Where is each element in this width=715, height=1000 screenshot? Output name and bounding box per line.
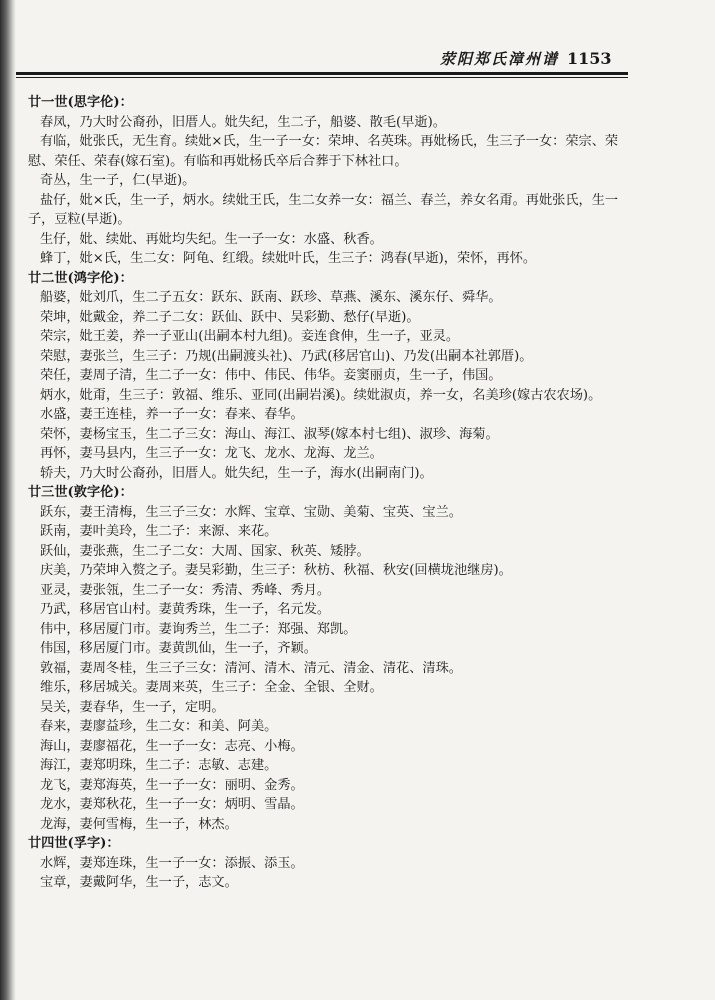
text-line: 跃仙，妻张燕，生二子二女：大周、国家、秋英、矮脖。 <box>40 543 370 559</box>
header-rule-thick <box>16 72 628 75</box>
book-title: 荥阳郑氏漳州谱 <box>440 50 560 68</box>
text-line: 船婆，妣刘爪，生二子五女：跃东、跃南、跃珍、草燕、溪东、溪东仔、舜华。 <box>40 290 502 305</box>
genealogy-text <box>28 93 648 893</box>
text-line: 海山，妻廖福花，生一子一女：志亮、小梅。 <box>40 738 304 754</box>
text-line: 奇丛，生一子，仁(早逝)。 <box>40 173 196 188</box>
text-line: 乃武，移居官山村。妻黄秀珠，生一子，名元发。 <box>40 602 331 617</box>
text-line: 伟中，移居厦门市。妻询秀兰，生二子：郑强、郑凯。 <box>40 621 357 637</box>
text-line: 春来，妻廖益珍，生二女：和美、阿美。 <box>40 719 278 734</box>
text-line: 子，豆粒(早逝)。 <box>28 212 131 227</box>
text-line: 慰、荣任、荣春(嫁石室)。有临和再妣杨氏卒后合葬于下林社口。 <box>28 153 408 169</box>
text-line: 庆美，乃荣坤入赘之子。妻吴彩勤，生三子：秋枋、秋福、秋安(回横垅池继房)。 <box>40 563 512 578</box>
text-line: 维乐，移居城关。妻周来英，生三子：全金、全银、全财。 <box>40 680 383 695</box>
text-line: 有临，妣张氏，无生育。续妣×氏，生一子一女：荣坤、名英珠。再妣杨氏，生三子一女：荣宗、荣 <box>40 134 619 149</box>
text-line: 荣任，妻周子清，生二子一女：伟中、伟民、伟华。妾窦丽贞，生一子，伟国。 <box>40 368 502 383</box>
text-line: 龙飞，妻郑海英，生一子一女：丽明、金秀。 <box>40 777 304 793</box>
text-line: 海江，妻郑明珠，生二子：志敏、志建。 <box>40 758 278 773</box>
text-line: 水盛，妻王连桂，养一子一女：春来、春华。 <box>40 407 304 422</box>
header-rule-thin <box>16 77 628 78</box>
text-line: 亚灵，妻张瓴，生二子一女：秀清、秀峰、秀月。 <box>40 582 331 598</box>
text-line: 龙海，妻何雪梅，生一子，林杰。 <box>40 816 238 832</box>
text-line: 荣怀，妻杨宝玉，生二子三女：海山、海江、淑琴(嫁本村七组)、淑珍、海菊。 <box>40 426 499 442</box>
text-line: 荣坤，妣戴金，养二子二女：跃仙、跃中、吴彩勤、愁仔(早逝)。 <box>40 309 420 325</box>
text-line: 蜂丁，妣×氏，生二女：阿龟、红缎。续妣叶氏，生三子：鸿春(早逝)，荣怀，再怀。 <box>40 251 537 266</box>
text-line: 荣慰，妻张兰，生三子：乃规(出嗣渡头社)、乃武(移居官山)、乃发(出嗣本社郭厝)。 <box>40 348 533 364</box>
book-binding-shadow <box>0 0 16 1000</box>
text-line: 敦福，妻周冬桂，生三子三女：清河、清木、清元、清金、清花、清珠。 <box>40 660 462 676</box>
text-line: 水辉，妻郑连珠，生一子一女：添振、添玉。 <box>40 855 304 871</box>
text-line: 龙水，妻郑秋花，生一子一女：炳明、雪晶。 <box>40 797 304 812</box>
text-line: 炳水，妣甭，生三子：敦福、维乐、亚同(出嗣岩溪)。续妣淑贞，养一女，名美珍(嫁古农农场)。 <box>40 387 602 403</box>
text-line: 吴关，妻春华，生一子，定明。 <box>40 699 225 715</box>
text-line: 宝章，妻戴阿华，生一子，志文。 <box>40 875 238 890</box>
page-number: 1153 <box>567 49 612 68</box>
text-line: 轿夫，乃大时公裔孙，旧厝人。妣失纪，生一子，海水(出嗣南门)。 <box>40 465 433 481</box>
generation-heading: 廿二世(鸿字伦)： <box>28 270 133 286</box>
generation-heading: 廿三世(敦字伦)： <box>28 485 133 500</box>
text-line: 生仔，妣、续妣、再妣均失纪。生一子一女：水盛、秋香。 <box>40 231 383 247</box>
text-line: 再怀，妻马县内，生三子一女：龙飞、龙水、龙海、龙兰。 <box>40 446 383 461</box>
text-line: 春凤，乃大时公裔孙，旧厝人。妣失纪，生二子，船婆、散毛(早逝)。 <box>40 114 446 130</box>
generation-heading: 廿四世(孚字)： <box>28 836 120 851</box>
text-line: 伟国，移居厦门市。妻黄凯仙，生一子，齐颖。 <box>40 641 317 656</box>
page-header <box>440 48 640 72</box>
text-line: 荣宗，妣王姜，养一子亚山(出嗣本村九组)。妾连食伸，生一子，亚灵。 <box>40 329 460 344</box>
text-line: 盐仔，妣×氏，生一子，炳水。续妣王氏，生二女养一女：福兰、春兰，养女名甭。再妣张氏，生一 <box>40 192 619 208</box>
generation-heading: 廿一世(思字伦)： <box>28 95 133 110</box>
text-line: 跃东，妻王清梅，生三子三女：水辉、宝章、宝勋、美菊、宝英、宝兰。 <box>40 504 462 520</box>
text-line: 跃南，妻叶美玲，生二子：来源、来花。 <box>40 524 278 539</box>
